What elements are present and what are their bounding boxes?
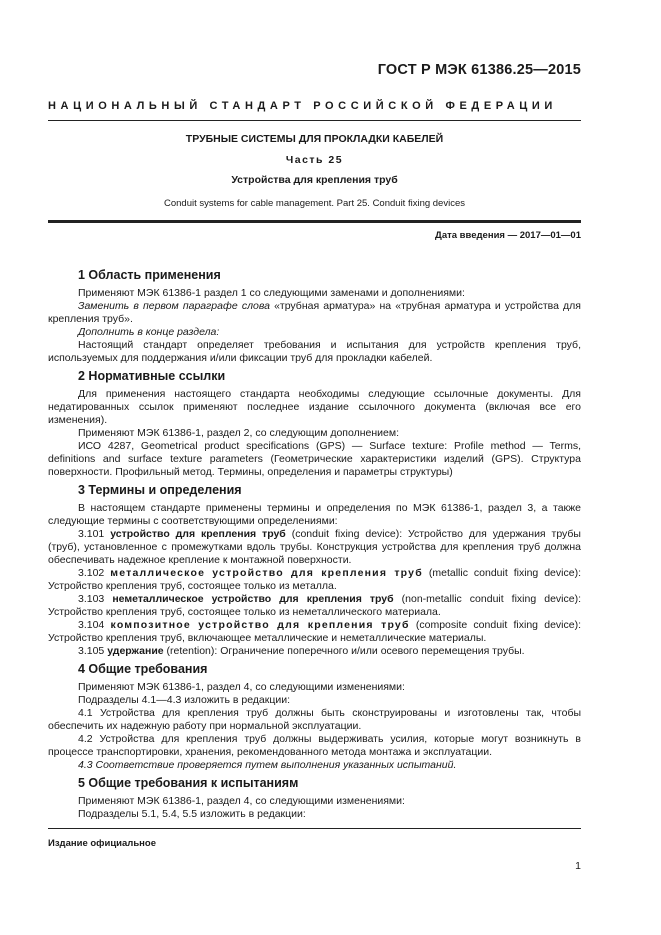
definition: (non-metallic conduit fixing device): Устройство крепления труб, состоящее только из неметаллического материала. [48, 593, 581, 618]
official-edition-label: Издание официальное [48, 838, 156, 849]
definition: (conduit fixing device): Устройство для удержания трубы (труб), установленное с промежутками вдоль трубы. Конструкция устройства для крепления труб должна обеспечивать надежное крепление к монтажной поверхности. [48, 528, 581, 566]
introduction-date: Дата введения — 2017—01—01 [435, 230, 581, 241]
paragraph: 4.3 Соответствие проверяется путем выполнения указанных испытаний. [78, 759, 457, 771]
italic-text: Заменить в первом параграфе слова [78, 300, 270, 312]
section-heading-3: 3 Термины и определения [78, 483, 242, 497]
section-heading-5: 5 Общие требования к испытаниям [78, 776, 299, 790]
text: «трубная арматура» на «трубная арматура и устройства для крепления труб». [48, 300, 581, 325]
paragraph: Применяют МЭК 61386-1, раздел 4, со следующими изменениями: [78, 795, 405, 807]
section-heading-1: 1 Область применения [78, 268, 221, 282]
term: удержание [107, 645, 164, 657]
paragraph: Для применения настоящего стандарта необходимы следующие ссылочные документы. Для недатированных ссылок применяют последнее издание ссылочного документа (включая все его изменения). [48, 388, 581, 426]
term: неметаллическое устройство для крепления труб [112, 593, 394, 605]
definition: (retention): Ограничение поперечного и/или осевого перемещения трубы. [163, 645, 525, 657]
term: композитное устройство для крепления труб [110, 619, 410, 631]
term-number: 3.101 [78, 528, 111, 540]
paragraph: 4.2 Устройства для крепления труб должны выдерживать усилия, которые могут возникнуть в процессе транспортировки, хранения, рекомендованного метода монтажа и эксплуатации. [48, 733, 581, 758]
section-heading-2: 2 Нормативные ссылки [78, 369, 226, 383]
paragraph: Подразделы 5.1, 5.4, 5.5 изложить в редакции: [78, 808, 306, 820]
part-title: Устройства для крепления труб [231, 174, 398, 186]
english-title: Conduit systems for cable management. Part 25. Conduit fixing devices [164, 198, 465, 209]
paragraph: Дополнить в конце раздела: [78, 326, 220, 338]
paragraph [48, 300, 581, 326]
page-number: 1 [575, 860, 581, 872]
definition: (metallic conduit fixing device): Устройство крепления труб, состоящее только из металла. [48, 567, 581, 592]
standard-title: ТРУБНЫЕ СИСТЕМЫ ДЛЯ ПРОКЛАДКИ КАБЕЛЕЙ [185, 133, 444, 145]
footer-divider [48, 828, 581, 829]
term: металлическое устройство для крепления труб [110, 567, 423, 579]
part-number: Часть 25 [285, 154, 344, 166]
paragraph: Настоящий стандарт определяет требования и испытания для устройств крепления труб, используемых для поддержания и/или фиксации труб для прокладки кабелей. [48, 339, 581, 364]
term-definition [48, 528, 581, 567]
title-divider [48, 220, 581, 223]
definition: (composite conduit fixing device): Устройство крепления труб, включающее металлические и неметаллические материалы. [48, 619, 581, 644]
term-number: 3.102 [78, 567, 111, 579]
document-body [48, 264, 581, 821]
paragraph: 4.1 Устройства для крепления труб должны быть сконструированы и изготовлены так, чтобы обеспечить их надежную работу при нормальной эксплуатации. [48, 707, 581, 732]
term-number: 3.105 [78, 645, 108, 657]
term-definition [48, 593, 581, 619]
national-standard-banner: НАЦИОНАЛЬНЫЙ СТАНДАРТ РОССИЙСКОЙ ФЕДЕРАЦИИ [48, 100, 557, 112]
term-definition [48, 567, 581, 593]
header-divider [48, 120, 581, 121]
term-number: 3.103 [78, 593, 113, 605]
section-heading-4: 4 Общие требования [78, 662, 208, 676]
term-definition [48, 619, 581, 645]
document-number: ГОСТ Р МЭК 61386.25—2015 [377, 62, 581, 78]
paragraph: Применяют МЭК 61386-1 раздел 1 со следующими заменами и дополнениями: [78, 287, 465, 299]
term-number: 3.104 [78, 619, 111, 631]
paragraph: ИСО 4287, Geometrical product specifications (GPS) — Surface texture: Profile method — Terms, definitions and surface texture parameters (Геометрические характеристики изделий (GPS). Структура поверхности. Профильный метод. Термины, определения и параметры структуры) [48, 440, 581, 478]
paragraph: Подразделы 4.1—4.3 изложить в редакции: [78, 694, 291, 706]
term-definition [48, 645, 581, 658]
paragraph: В настоящем стандарте применены термины и определения по МЭК 61386-1, раздел 3, а также следующие термины с соответствующими определениями: [48, 502, 581, 527]
paragraph: Применяют МЭК 61386-1, раздел 4, со следующими изменениями: [78, 681, 405, 693]
term: устройство для крепления труб [110, 528, 286, 540]
paragraph: Применяют МЭК 61386-1, раздел 2, со следующим дополнением: [78, 427, 400, 439]
